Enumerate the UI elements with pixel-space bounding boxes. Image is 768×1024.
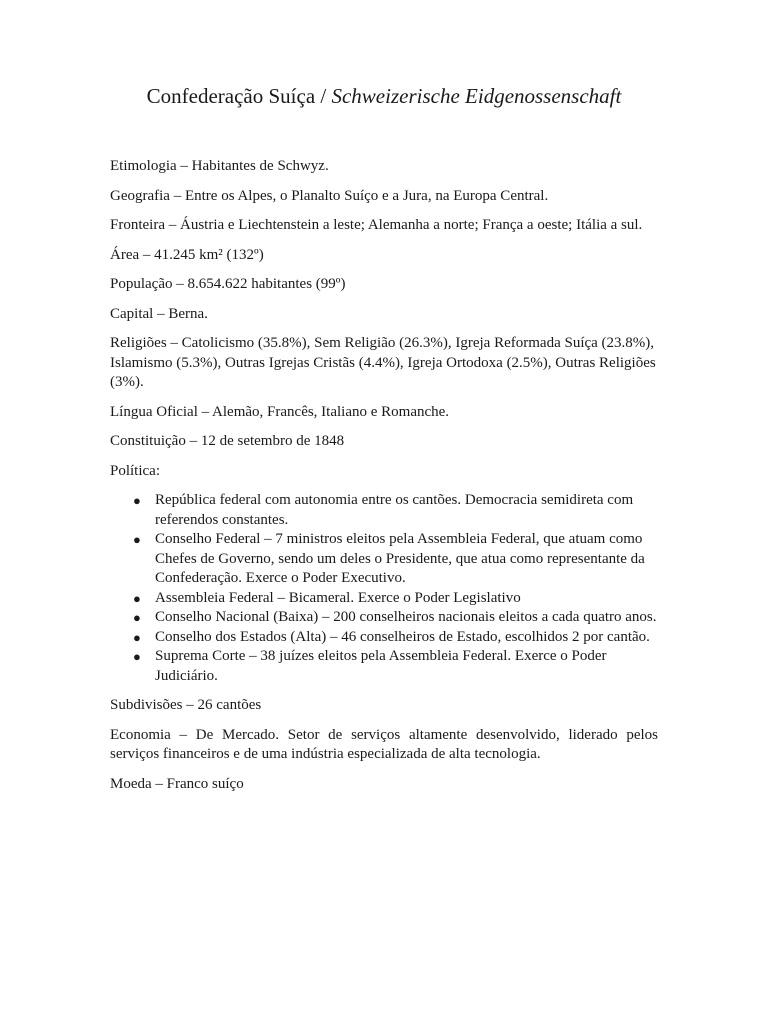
bullet-icon: ● [133,649,141,664]
list-item [133,608,658,628]
subdivisoes-paragraph: Subdivisões – 26 cantões [110,697,262,713]
religioes-paragraph: Religiões – Catolicismo (35.8%), Sem Religião (26.3%), Igreja Reformada Suíça (23.8%), Islamismo (5.3%), Outras Igrejas Cristãs (4.4%), Igreja Ortodoxa (2.5%), Outras Religiões (3%). [110,335,656,390]
bullet-icon: ● [133,493,141,508]
list-item-text: Conselho dos Estados (Alta) – 46 conselheiros de Estado, escolhidos 2 por cantão. [155,628,650,645]
list-item [133,530,658,589]
document-title [110,84,658,109]
list-item [133,647,658,686]
politica-heading: Política: [110,462,160,479]
area-paragraph: Área – 41.245 km² (132º) [110,246,264,263]
list-item-text: Conselho Nacional (Baixa) – 200 conselheiros nacionais eleitos a cada quatro anos. [155,609,657,625]
politica-list [110,491,658,686]
fronteira-paragraph: Fronteira – Áustria e Liechtenstein a leste; Alemanha a norte; França a oeste; Itália a sul. [110,217,643,233]
list-item [133,491,658,530]
list-item-text: Assembleia Federal – Bicameral. Exerce o Poder Legislativo [155,589,521,606]
etimologia-paragraph: Etimologia – Habitantes de Schwyz. [110,158,329,174]
list-item-text: Suprema Corte – 38 juízes eleitos pela Assembleia Federal. Exerce o Poder Judiciário. [155,648,607,684]
capital-paragraph: Capital – Berna. [110,305,208,322]
geografia-paragraph: Geografia – Entre os Alpes, o Planalto Suíço e a Jura, na Europa Central. [110,187,549,204]
list-item-text: República federal com autonomia entre os cantões. Democracia semidireta com referendos constantes. [155,492,634,528]
title-plain: Confederação Suíça / [146,84,332,108]
bullet-icon: ● [133,629,141,645]
populacao-paragraph: População – 8.654.622 habitantes (99º) [110,276,346,292]
list-item [133,628,658,648]
lingua-oficial-paragraph: Língua Oficial – Alemão, Francês, Italiano e Romanche. [110,403,450,420]
bullet-icon: ● [133,532,141,547]
bullet-icon: ● [133,610,141,625]
list-item [133,589,658,609]
list-item-text: Conselho Federal – 7 ministros eleitos pela Assembleia Federal, que atuam como Chefes de Governo, sendo um deles o Presidente, que atua como representante da Confederação. Exerce o Poder Executivo. [155,531,645,586]
bullet-icon: ● [133,590,141,606]
economia-paragraph: Economia – De Mercado. Setor de serviços altamente desenvolvido, liderado pelos serviços financeiros e de uma indústria especializada de alta tecnologia. [110,726,658,762]
title-italic: Schweizerische Eidgenossenschaft [331,84,622,108]
constituicao-paragraph: Constituição – 12 de setembro de 1848 [110,433,345,449]
moeda-paragraph: Moeda – Franco suíço [110,775,244,792]
document-page [110,84,658,804]
